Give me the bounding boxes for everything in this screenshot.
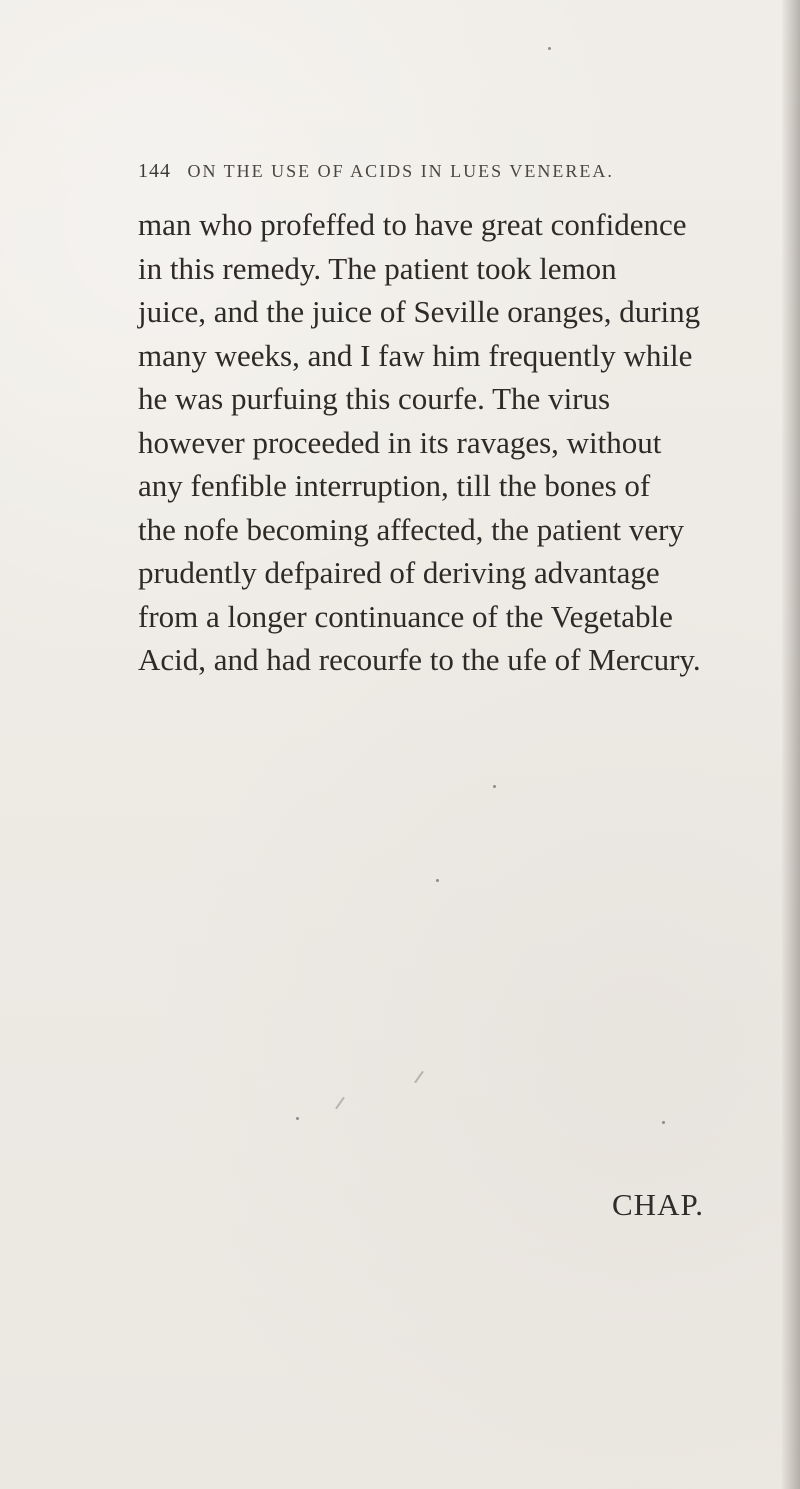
- text-line: any fenfible interruption, till the bones of: [138, 468, 651, 503]
- text-line: he was purfuing this courfe. The virus: [138, 381, 611, 416]
- paper-speck: [662, 1121, 665, 1124]
- running-head: [138, 160, 698, 183]
- catchword: CHAP.: [612, 1187, 705, 1222]
- running-head-title: ON THE USE OF ACIDS IN LUES VENEREA.: [187, 161, 614, 181]
- paper-speck: [296, 1117, 299, 1120]
- page-edge-shadow: [782, 0, 800, 1489]
- text-line: juice, and the juice of Seville oranges, during: [138, 294, 701, 329]
- paragraph: [138, 203, 758, 682]
- paper-speck: [436, 879, 439, 882]
- paper-speck: [493, 785, 496, 788]
- text-line: from a longer continuance of the Vegetable: [138, 598, 673, 634]
- text-line: prudently defpaired of deriving advantage: [138, 555, 660, 590]
- text-line: man who profeffed to have great confidence: [138, 207, 687, 242]
- text-line: the nofe becoming affected, the patient very: [138, 511, 684, 547]
- paper-mark: [414, 1071, 424, 1084]
- paper-speck: [548, 47, 551, 50]
- paper-mark: [335, 1097, 345, 1110]
- text-line: Acid, and had recourfe to the ufe of Mercury.: [138, 642, 701, 677]
- text-line: however proceeded in its ravages, without: [138, 424, 662, 460]
- page-number: 144: [138, 160, 171, 182]
- text-line: in this remedy. The patient took lemon: [138, 250, 617, 286]
- text-line: many weeks, and I faw him frequently while: [138, 337, 693, 373]
